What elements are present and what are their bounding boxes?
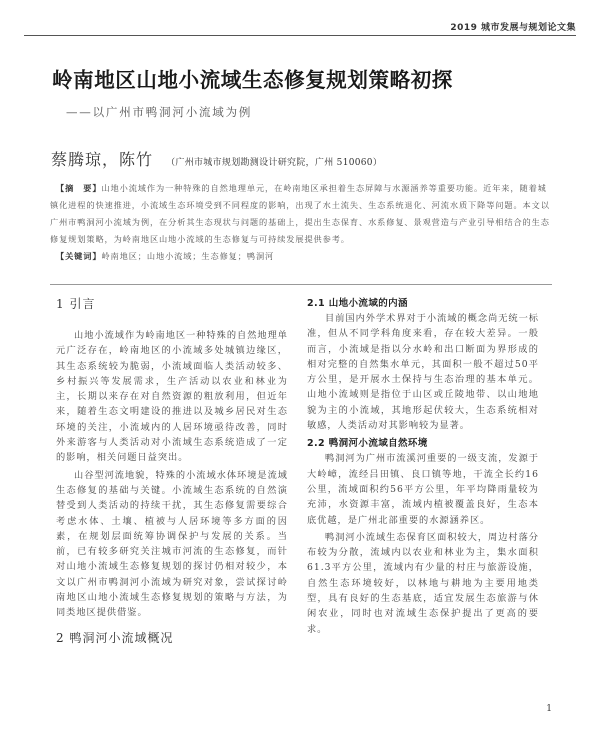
body-paragraph: 山谷型河流地貌，特殊的小流域水体环境是流域生态修复的基础与关键。小流域生态系统的自然演替受到人类活动的持续干扰，其生态修复需要综合考虑水体、土壤、植被与人居环境等多方面的因素，在规划层面统筹协调保护与发展的关系。当前，已有较多研究关注城市河流的生态修复，而针对山地小流域生态修复规划的探讨仍相对较少，本文以广州市鸭洞河小流域为研究对象，尝试探讨岭南地区山地小流域生态修复规划的策略与方法，为同类地区提供借鉴。	[56, 469, 288, 619]
body-paragraph: 鸭洞河小流域生态保育区面积较大，周边村落分布较为分散，流域内以农业和林业为主，集水面积61.3平方公里，流域内有少量的村庄与旅游设施，自然生态环境较好，以林地与耕地为主要用地类型，具有良好的生态基底，适宜发展生态旅游与休闲农业，同时也对流域生态保护提出了更高的要求。	[307, 531, 539, 635]
abstract-text: 山地小流域作为一种特殊的自然地理单元，在岭南地区承担着生态屏障与水源涵养等重要功能。近年来，随着城镇化进程的快速推进，小流域生态环境受到不同程度的影响，出现了水土流失、生态系统退化、河流水质下降等问题。本文以广州市鸭洞河小流域为例，在分析其生态现状与问题的基础上，提出生态保育、水系修复、景观营造与产业引导相结合的生态修复规划策略，为岭南地区山地小流域的生态修复与可持续发展提供参考。	[50, 183, 550, 244]
keywords-label: 【关键词】	[56, 251, 102, 261]
abstract-label: 【摘 要】	[56, 183, 102, 193]
body-paragraph: 山地小流域作为岭南地区一种特殊的自然地理单元广泛存在，岭南地区的小流域多处城镇边缘区，其生态系统较为脆弱，小流域面临人类活动较多、乡村振兴等发展需求，生产活动以农业和林业为主，长期以来存在对自然资源的粗放利用，但近年来，随着生态文明建设的推进以及城乡居民对生态环境的关注，小流域内的人居环境亟待改善，同时外来游客与人类活动对小流域生态系统造成了一定的影响，相关问题日益突出。	[56, 330, 288, 464]
abstract	[50, 180, 554, 248]
author-line	[51, 147, 382, 170]
abstract-divider	[50, 284, 552, 285]
body-paragraph: 鸭洞河为广州市流溪河重要的一级支流，发源于大岭嶂，流经吕田镇、良口镇等地，干流全长约16公里，流域面积约56平方公里，年平均降雨量较为充沛，水资源丰富，流域内植被覆盖良好，生态本底优越，是广州北部重要的水源涵养区。	[307, 453, 539, 526]
subsection-heading-concept: 2.1 山地小流域的内涵	[307, 298, 408, 309]
page-number: 1	[546, 704, 552, 714]
subsection-heading-environment: 2.2 鸭洞河小流域自然环境	[307, 438, 428, 450]
left-column	[56, 295, 288, 662]
running-head: 2019 城市发展与规划论文集	[450, 23, 576, 33]
author-affiliation: （广州市城市规划勘测设计研究院，广州 510060）	[166, 158, 383, 168]
right-column	[307, 295, 539, 639]
section-heading-introduction: 1 引言	[56, 297, 96, 311]
section-heading-overview: 2 鸭洞河小流域概况	[56, 630, 174, 645]
keywords-text: 岭南地区；山地小流域；生态修复；鸭洞河	[101, 251, 275, 261]
keywords	[50, 248, 554, 265]
author-names: 蔡腾琼，陈竹	[51, 150, 154, 169]
body-paragraph: 目前国内外学术界对于小流域的概念尚无统一标准，但从不同学科角度来看，存在较大差异。一般而言，小流域是指以分水岭和出口断面为界形成的相对完整的自然集水单元，其面积一般不超过50平方公里，是开展水土保持与生态治理的基本单元。山地小流域则是指位于山区或丘陵地带、以山地地貌为主的小流域，其地形起伏较大，生态系统相对敏感，人类活动对其影响较为显著。	[307, 313, 539, 432]
paper-title: 岭南地区山地小流域生态修复规划策略初探	[52, 68, 453, 92]
header-rule	[24, 35, 576, 36]
abstract-block	[50, 180, 554, 265]
paper-subtitle: ——以广州市鸭洞河小流域为例	[66, 105, 253, 119]
